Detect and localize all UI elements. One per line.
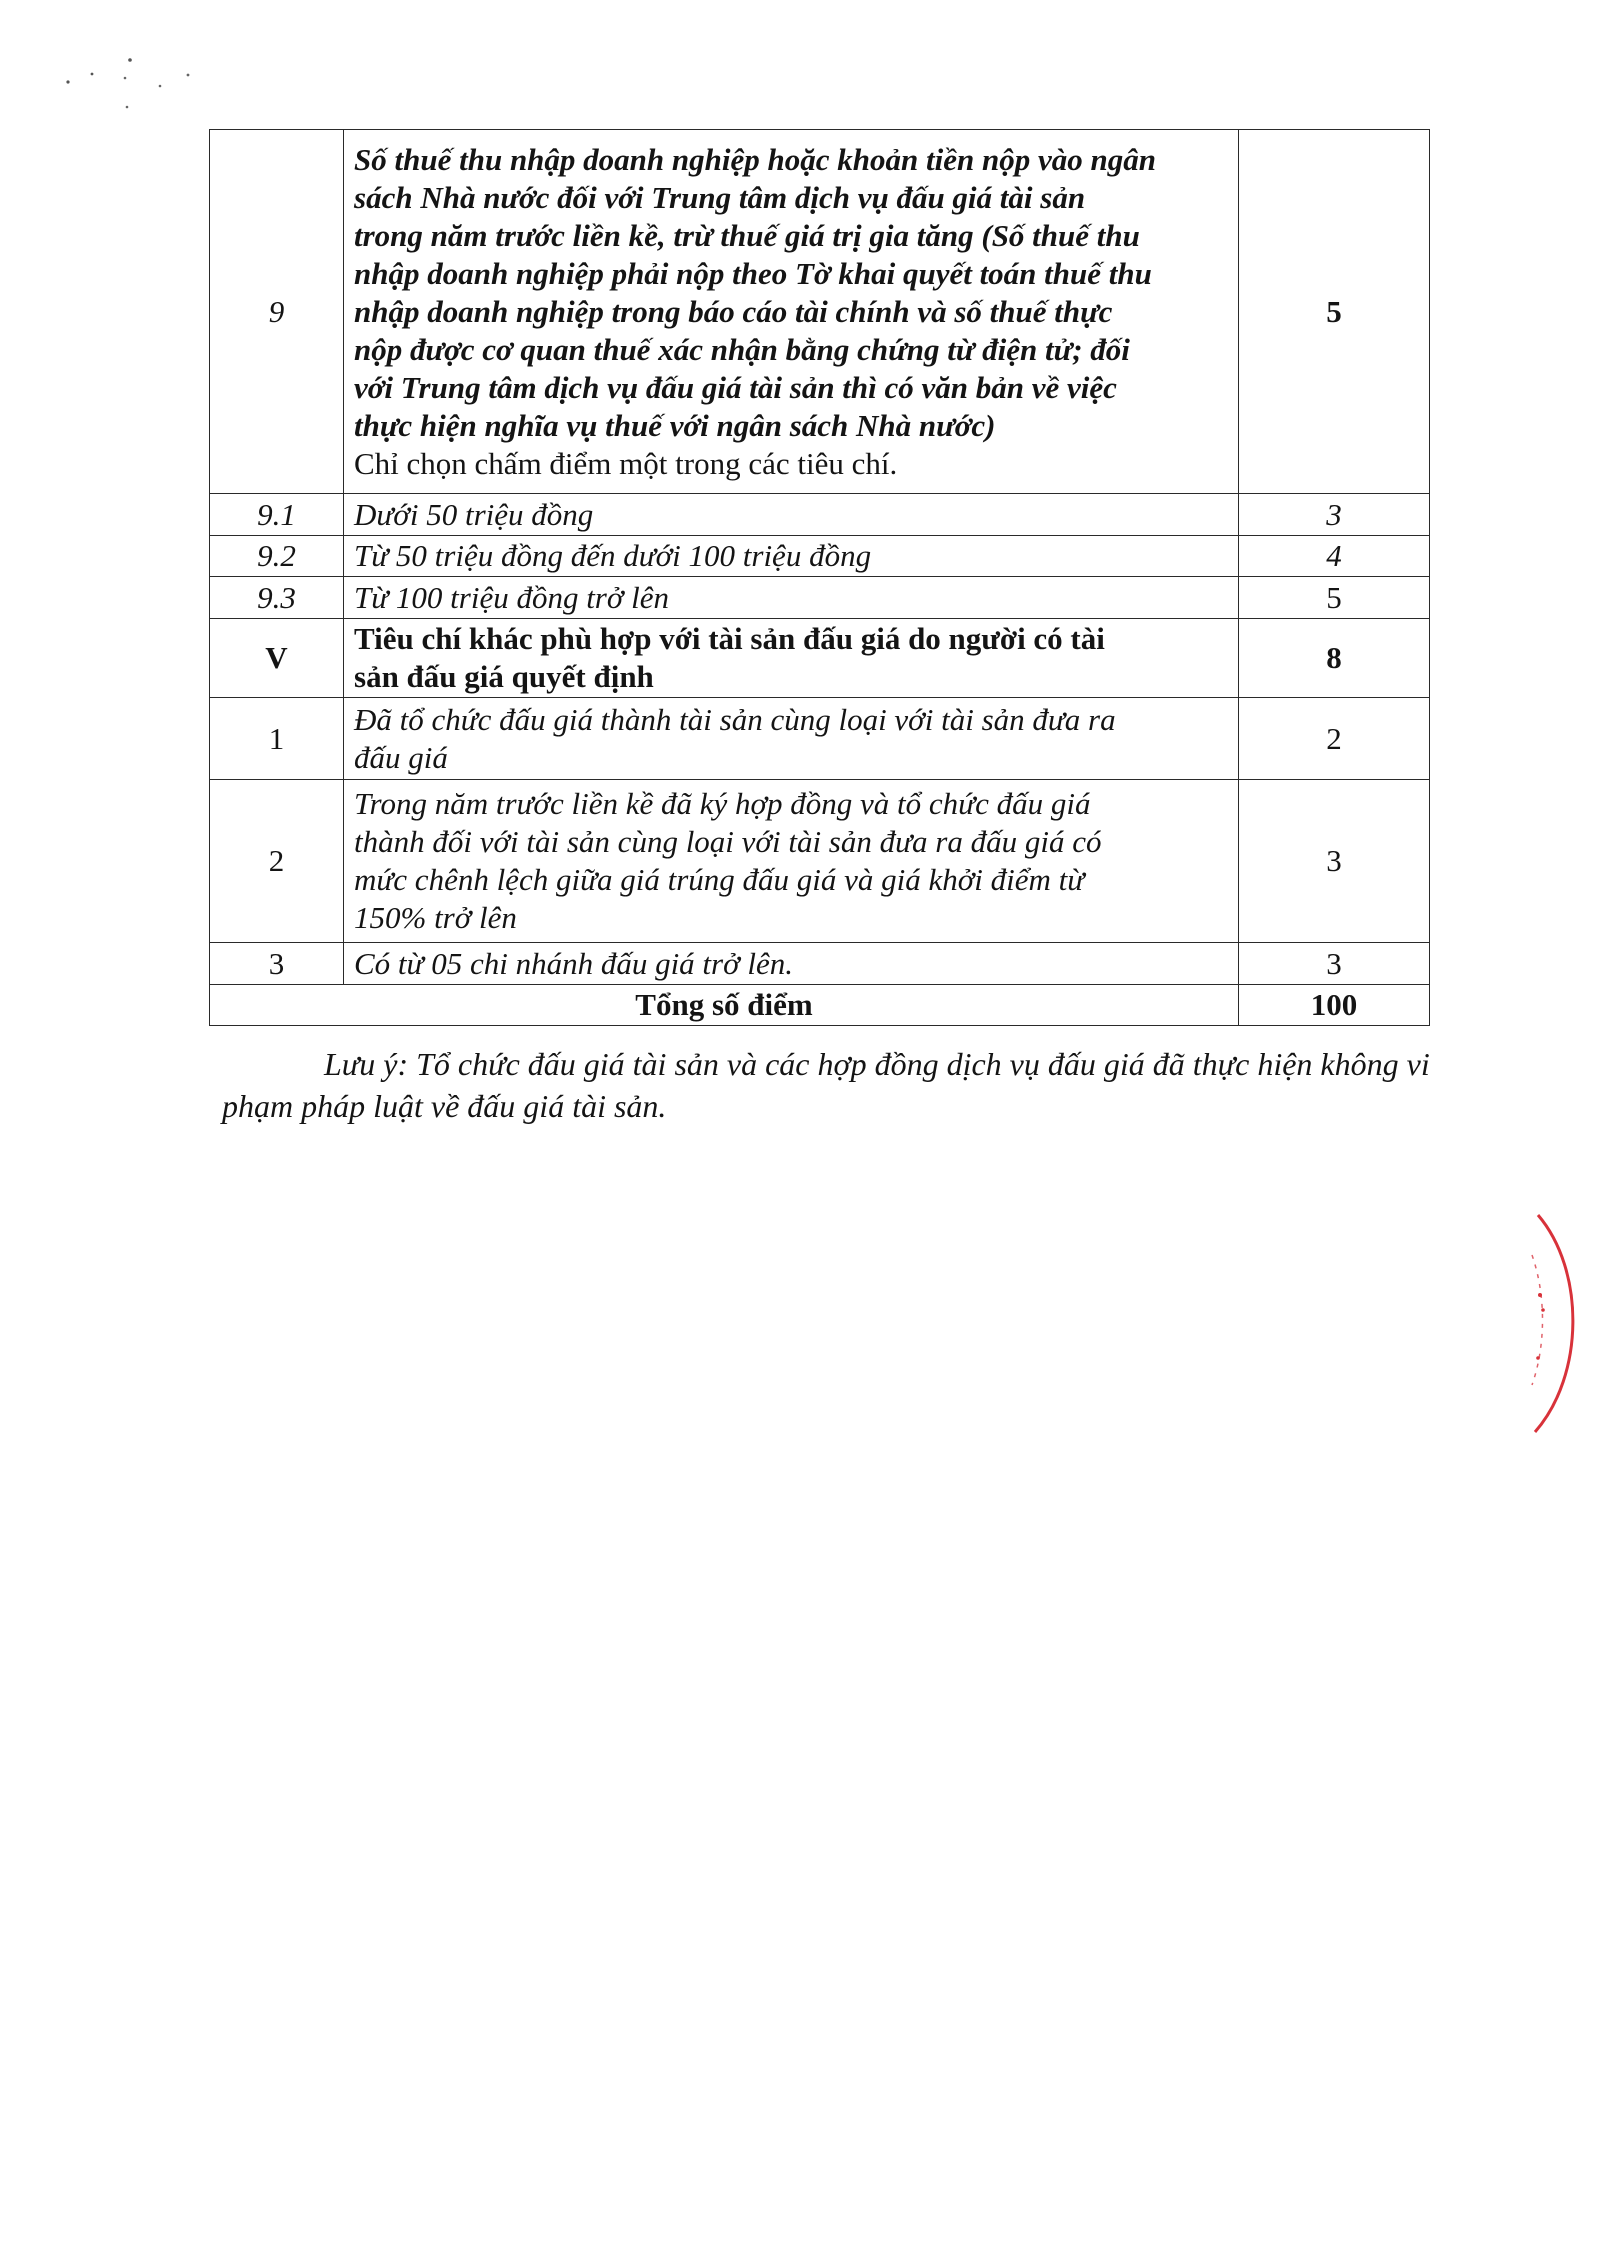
criterion-text-line: nhập doanh nghiệp phải nộp theo Tờ khai quyết toán thuế thu — [354, 255, 1152, 291]
row-points: 3 — [1239, 494, 1430, 536]
row-number: V — [210, 619, 344, 698]
total-points: 100 — [1239, 985, 1430, 1026]
criterion-instruction: Chỉ chọn chấm điểm một trong các tiêu chí. — [354, 445, 898, 481]
row-points: 4 — [1239, 536, 1430, 577]
row-number: 9.2 — [210, 536, 344, 577]
criterion-text-line: trong năm trước liền kề, trừ thuế giá trị gia tăng (Số thuế thu — [354, 217, 1140, 253]
criterion-description: Từ 50 triệu đồng đến dưới 100 triệu đồng — [344, 536, 1239, 577]
scoring-table — [209, 129, 1430, 1026]
footnote: Lưu ý: Tổ chức đấu giá tài sản và các hợp đồng dịch vụ đấu giá đã thực hiện không vi phạm pháp luật về đấu giá tài sản. — [222, 1046, 1430, 1124]
row-points: 5 — [1239, 577, 1430, 619]
criterion-text-line: thành đối với tài sản cùng loại với tài sản đưa ra đấu giá có — [354, 824, 1102, 859]
criterion-text-line: Tiêu chí khác phù hợp với tài sản đấu giá do người có tài — [354, 621, 1105, 656]
criterion-description — [344, 780, 1239, 943]
total-row — [210, 985, 1430, 1026]
table-row — [210, 943, 1430, 985]
row-number: 1 — [210, 698, 344, 780]
row-number: 2 — [210, 780, 344, 943]
row-number: 9.1 — [210, 494, 344, 536]
criterion-text-line: Trong năm trước liền kề đã ký hợp đồng và tổ chức đấu giá — [354, 786, 1091, 821]
criterion-description: Dưới 50 triệu đồng — [344, 494, 1239, 536]
criterion-description — [344, 130, 1239, 494]
criterion-text-line: thực hiện nghĩa vụ thuế với ngân sách Nhà nước) — [354, 407, 996, 443]
row-points: 3 — [1239, 943, 1430, 985]
criterion-text-line: với Trung tâm dịch vụ đấu giá tài sản thì có văn bản về việc — [354, 369, 1117, 405]
red-stamp-edge — [1510, 1210, 1590, 1440]
criterion-text-line: Số thuế thu nhập doanh nghiệp hoặc khoản tiền nộp vào ngân — [354, 141, 1156, 177]
row-number: 9.3 — [210, 577, 344, 619]
row-points: 5 — [1239, 130, 1430, 494]
table-row — [210, 536, 1430, 577]
criterion-text-line: Đã tổ chức đấu giá thành tài sản cùng loại với tài sản đưa ra — [354, 701, 1116, 737]
table-row — [210, 577, 1430, 619]
criterion-text-line: mức chênh lệch giữa giá trúng đấu giá và giá khởi điểm từ — [354, 862, 1085, 897]
total-label: Tổng số điểm — [210, 985, 1239, 1026]
row-number: 9 — [210, 130, 344, 494]
table-row — [210, 494, 1430, 536]
criterion-text-line: sản đấu giá quyết định — [354, 659, 654, 694]
criterion-text-line: nộp được cơ quan thuế xác nhận bằng chứng từ điện tử; đối — [354, 331, 1130, 367]
row-points: 8 — [1239, 619, 1430, 698]
criterion-description — [344, 698, 1239, 780]
criterion-description — [344, 619, 1239, 698]
row-points: 3 — [1239, 780, 1430, 943]
row-points: 2 — [1239, 698, 1430, 780]
criterion-text-line: sách Nhà nước đối với Trung tâm dịch vụ đấu giá tài sản — [354, 179, 1086, 215]
table-row — [210, 130, 1430, 494]
criterion-description: Có từ 05 chi nhánh đấu giá trở lên. — [344, 943, 1239, 985]
criterion-text-line: 150% trở lên — [354, 900, 517, 935]
scan-specks — [60, 50, 200, 120]
criterion-text-line: nhập doanh nghiệp trong báo cáo tài chính và số thuế thực — [354, 293, 1113, 329]
table-row — [210, 619, 1430, 698]
criterion-description: Từ 100 triệu đồng trở lên — [344, 577, 1239, 619]
row-number: 3 — [210, 943, 344, 985]
table-row — [210, 780, 1430, 943]
table-row — [210, 698, 1430, 780]
criterion-text-line: đấu giá — [354, 739, 448, 775]
